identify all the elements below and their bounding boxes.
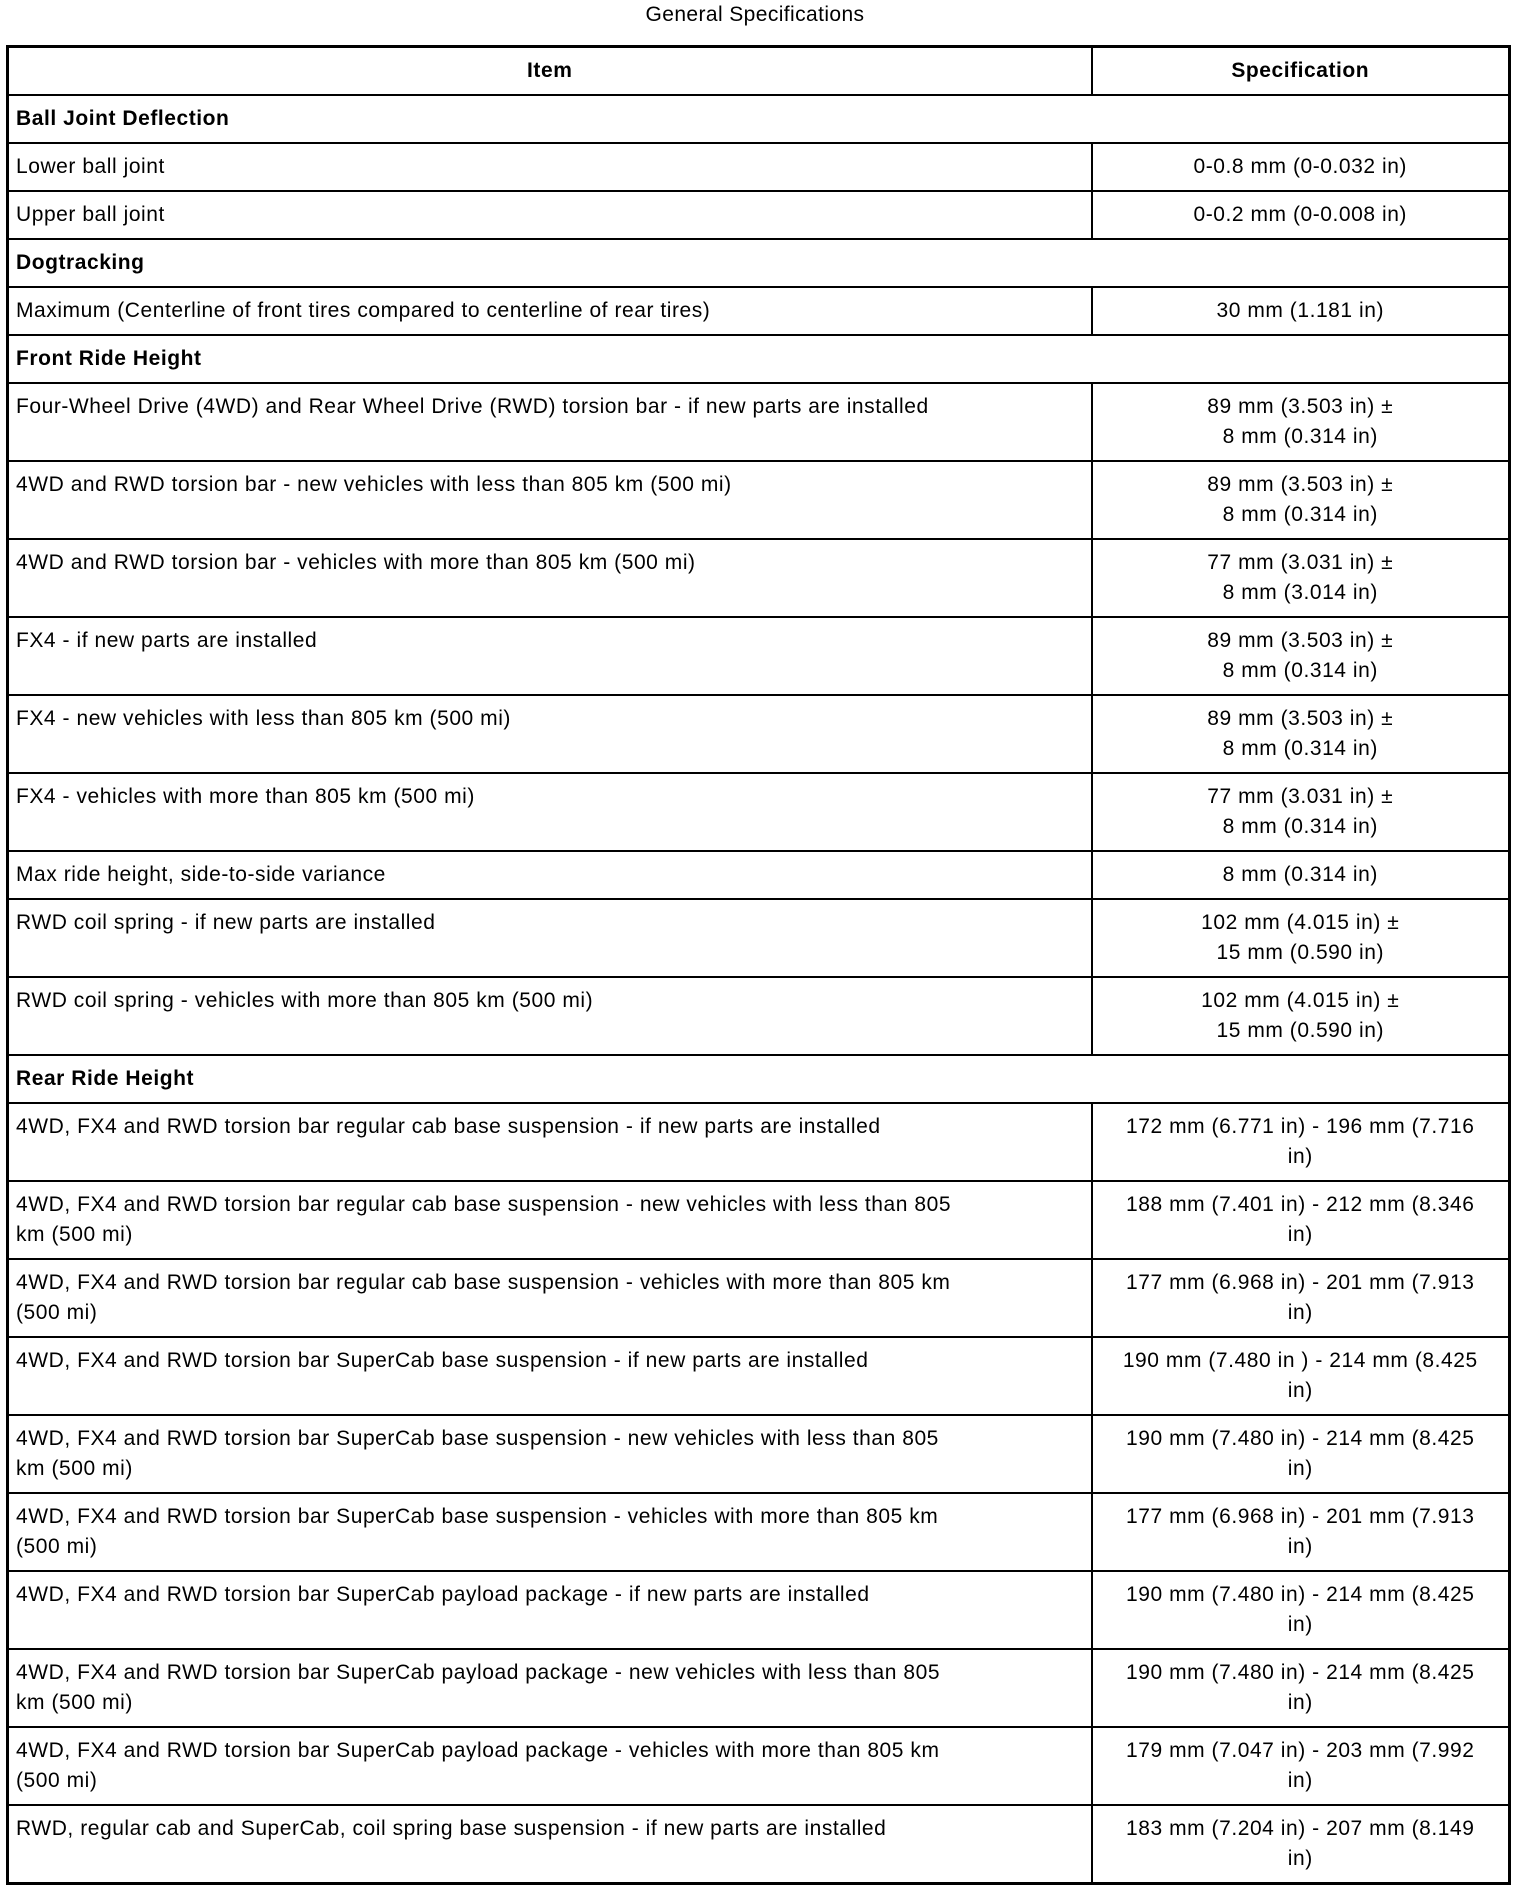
item-cell: 4WD, FX4 and RWD torsion bar SuperCab base suspension - vehicles with more than 805 km (500 mi) [8,1493,1092,1571]
specification-cell: 89 mm (3.503 in) ± 8 mm (0.314 in) [1092,461,1510,539]
specification-cell: 190 mm (7.480 in) - 214 mm (8.425 in) [1092,1415,1510,1493]
table-row [8,851,1510,899]
table-row [8,1103,1510,1181]
item-cell: FX4 - if new parts are installed [8,617,1092,695]
specification-cell: 177 mm (6.968 in) - 201 mm (7.913 in) [1092,1493,1510,1571]
item-cell: Lower ball joint [8,143,1092,191]
specification-cell: 0-0.8 mm (0-0.032 in) [1092,143,1510,191]
section-header-row [8,335,1510,383]
table-row [8,539,1510,617]
table-body [8,95,1510,1884]
specification-cell: 89 mm (3.503 in) ± 8 mm (0.314 in) [1092,383,1510,461]
column-header-item: Item [8,47,1092,96]
item-cell: 4WD, FX4 and RWD torsion bar SuperCab payload package - if new parts are installed [8,1571,1092,1649]
table-row [8,191,1510,239]
specification-cell: 190 mm (7.480 in ) - 214 mm (8.425 in) [1092,1337,1510,1415]
specification-cell: 179 mm (7.047 in) - 203 mm (7.992 in) [1092,1727,1510,1805]
specification-cell: 77 mm (3.031 in) ± 8 mm (3.014 in) [1092,539,1510,617]
specification-cell: 89 mm (3.503 in) ± 8 mm (0.314 in) [1092,695,1510,773]
item-cell: FX4 - vehicles with more than 805 km (500 mi) [8,773,1092,851]
table-row [8,1337,1510,1415]
specification-cell: 8 mm (0.314 in) [1092,851,1510,899]
section-title: Rear Ride Height [8,1055,1510,1103]
specification-cell: 172 mm (6.771 in) - 196 mm (7.716 in) [1092,1103,1510,1181]
specification-cell: 102 mm (4.015 in) ± 15 mm (0.590 in) [1092,899,1510,977]
section-title: Ball Joint Deflection [8,95,1510,143]
item-cell: Four-Wheel Drive (4WD) and Rear Wheel Drive (RWD) torsion bar - if new parts are installed [8,383,1092,461]
item-cell: 4WD, FX4 and RWD torsion bar SuperCab payload package - vehicles with more than 805 km (500 mi) [8,1727,1092,1805]
specification-cell: 30 mm (1.181 in) [1092,287,1510,335]
item-cell: 4WD, FX4 and RWD torsion bar regular cab base suspension - vehicles with more than 805 km (500 mi) [8,1259,1092,1337]
item-cell: RWD coil spring - vehicles with more than 805 km (500 mi) [8,977,1092,1055]
item-cell: Max ride height, side-to-side variance [8,851,1092,899]
table-row [8,695,1510,773]
item-cell: 4WD, FX4 and RWD torsion bar SuperCab base suspension - if new parts are installed [8,1337,1092,1415]
specification-cell: 188 mm (7.401 in) - 212 mm (8.346 in) [1092,1181,1510,1259]
table-row [8,1181,1510,1259]
table-row [8,1493,1510,1571]
item-cell: RWD, regular cab and SuperCab, coil spring base suspension - if new parts are installed [8,1805,1092,1884]
section-title: Dogtracking [8,239,1510,287]
table-row [8,1649,1510,1727]
item-cell: 4WD and RWD torsion bar - vehicles with more than 805 km (500 mi) [8,539,1092,617]
table-row [8,461,1510,539]
item-cell: 4WD, FX4 and RWD torsion bar SuperCab payload package - new vehicles with less than 805 km (500 mi) [8,1649,1092,1727]
specification-cell: 190 mm (7.480 in) - 214 mm (8.425 in) [1092,1649,1510,1727]
table-row [8,287,1510,335]
item-cell: RWD coil spring - if new parts are installed [8,899,1092,977]
table-row [8,1259,1510,1337]
table-row [8,383,1510,461]
table-row [8,1727,1510,1805]
specification-cell: 190 mm (7.480 in) - 214 mm (8.425 in) [1092,1571,1510,1649]
table-row [8,977,1510,1055]
section-header-row [8,1055,1510,1103]
section-header-row [8,239,1510,287]
section-header-row [8,95,1510,143]
item-cell: 4WD, FX4 and RWD torsion bar regular cab base suspension - if new parts are installed [8,1103,1092,1181]
section-title: Front Ride Height [8,335,1510,383]
table-row [8,1415,1510,1493]
table-row [8,617,1510,695]
item-cell: 4WD and RWD torsion bar - new vehicles with less than 805 km (500 mi) [8,461,1092,539]
specification-cell: 183 mm (7.204 in) - 207 mm (8.149 in) [1092,1805,1510,1884]
item-cell: Upper ball joint [8,191,1092,239]
specifications-table [6,45,1511,1885]
specification-cell: 89 mm (3.503 in) ± 8 mm (0.314 in) [1092,617,1510,695]
table-row [8,1571,1510,1649]
table-row [8,143,1510,191]
specification-cell: 177 mm (6.968 in) - 201 mm (7.913 in) [1092,1259,1510,1337]
table-row [8,1805,1510,1884]
column-header-specification: Specification [1092,47,1510,96]
table-row [8,899,1510,977]
item-cell: 4WD, FX4 and RWD torsion bar SuperCab base suspension - new vehicles with less than 805 km (500 mi) [8,1415,1092,1493]
specification-cell: 102 mm (4.015 in) ± 15 mm (0.590 in) [1092,977,1510,1055]
item-cell: 4WD, FX4 and RWD torsion bar regular cab base suspension - new vehicles with less than 805 km (500 mi) [8,1181,1092,1259]
specification-cell: 0-0.2 mm (0-0.008 in) [1092,191,1510,239]
item-cell: Maximum (Centerline of front tires compared to centerline of rear tires) [8,287,1092,335]
table-header-row [8,47,1510,96]
page-title: General Specifications [645,3,865,26]
table-row [8,773,1510,851]
specification-cell: 77 mm (3.031 in) ± 8 mm (0.314 in) [1092,773,1510,851]
item-cell: FX4 - new vehicles with less than 805 km (500 mi) [8,695,1092,773]
